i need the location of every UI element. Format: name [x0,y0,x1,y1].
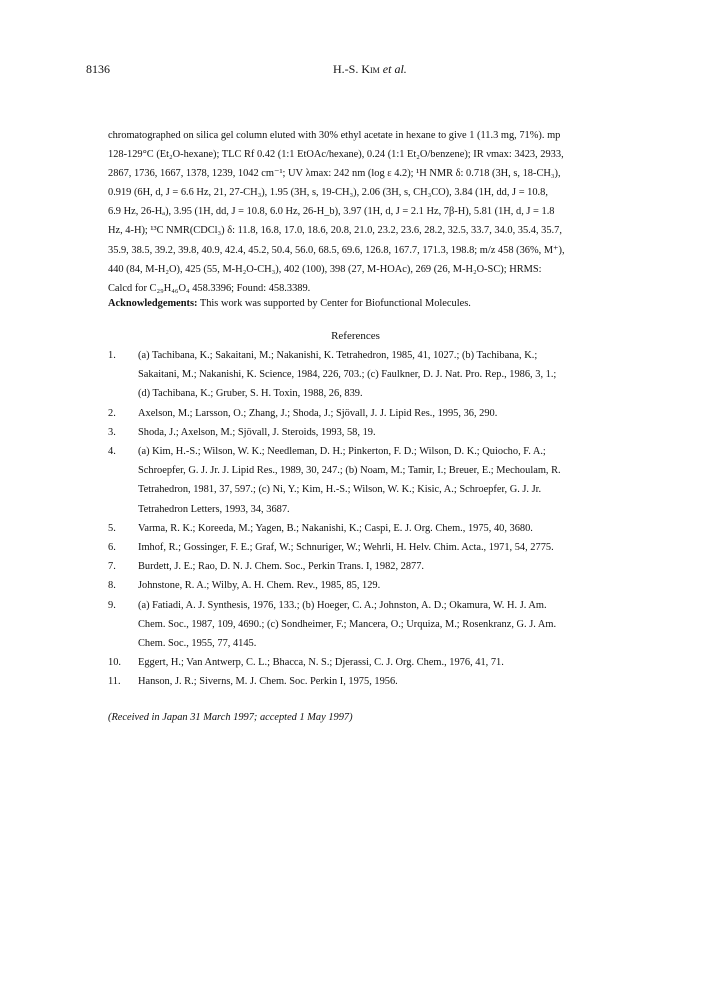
acknowledgements [108,296,644,312]
reference-item [108,346,648,404]
reference-number: 8. [108,580,116,592]
reference-item [108,672,648,691]
reference-item [108,653,648,672]
reference-text: (a) Kim, H.-S.; Wilson, W. K.; Needleman, D. H.; Pinkerton, F. D.; Wilson, D. K.; Quiocho, F. A.; Schroepfer, G. J. Jr. J. Lipid Res., 1989, 30, 247.; (b) Noam, M.; Tamir, I.; Breuer, E.; Mechoulam, R. Tetrahedron, 1981, 37, 597.; (c) Ni, Y.; Kim, H.-S.; Wilson, W. K.; Kisic, A.; Schroepfer, G. J. Jr. Tetrahedron Letters, 1993, 34, 3687. [138,446,561,515]
reference-text: Varma, R. K.; Koreeda, M.; Yagen, B.; Nakanishi, K.; Caspi, E. J. Org. Chem., 1975, 40, 3680. [138,522,533,534]
running-head-author: H.-S. Kim [333,62,380,76]
reference-item [108,557,648,576]
reference-number: 6. [108,542,116,554]
reference-item [108,519,648,538]
reference-text: Hanson, J. R.; Siverns, M. J. Chem. Soc. Perkin I, 1975, 1956. [138,676,398,688]
reference-text: (a) Tachibana, K.; Sakaitani, M.; Nakanishi, K. Tetrahedron, 1985, 41, 1027.; (b) Tachibana, K.; Sakaitani, M.; Nakanishi, K. Science, 1984, 226, 703.; (c) Faulkner, D. J. Nat. Pro. Rep., 1986, 3, 1.; (d) Tachibana, K.; Gruber, S. H. Toxin, 1988, 26, 839. [138,350,557,400]
references-list [108,346,648,692]
page-number: 8136 [86,62,110,76]
reference-item [108,538,648,557]
reference-item [108,404,648,423]
acknowledgements-label: Acknowledgements: [108,298,198,309]
experimental-paragraph: chromatographed on silica gel column eluted with 30% ethyl acetate in hexane to give 1 (11.3 mg, 71%). mp 128-129°C (Et₂O-hexane); TLC Rf 0.42 (1:1 EtOAc/hexane), 0.24 (1:1 Et₂O/benzene); IR νmax: 3423, 2933, 2867, 1736, 1667, 1378, 1239, 1042 cm⁻¹; UV λmax: 242 nm (log ε 4.2); ¹H NMR δ: 0.718 (3H, s, 18-CH₃), 0.919 (6H, d, J = 6.6 Hz, 21, 27-CH₃), 1.95 (3H, s, 19-CH₃), 2.06 (3H, s, CH₃CO), 3.84 (1H, dd, J = 10.8, 6.9 Hz, 26-Hₐ), 3.95 (1H, dd, J = 10.8, 6.0 Hz, 26-H_b), 3.97 (1H, d, J = 2.1 Hz, 7β-H), 5.81 (1H, d, J = 1.8 Hz, 4-H); ¹³C NMR(CDCl₃) δ: 11.8, 16.8, 17.0, 18.6, 20.8, 21.0, 23.2, 23.6, 28.2, 32.5, 33.7, 34.0, 35.4, 35.7, 35.9, 38.5, 39.2, 39.8, 40.9, 42.4, 45.2, 50.4, 56.0, 68.5, 69.6, 126.8, 167.7, 171.3, 198.8; m/z 458 (36%, M⁺), 440 (84, M-H₂O), 425 (55, M-H₂O-CH₃), 402 (100), 398 (27, M-HOAc), 269 (26, M-H₂O-SC); HRMS: Calcd for C₂₉H₄₆O₄ 458.3396; Found: 458.3389. [108,130,565,294]
running-head [333,62,407,77]
reference-number: 1. [108,350,116,361]
reference-number: 4. [108,446,116,458]
running-head-suffix: et al. [379,62,407,76]
reference-text: Axelson, M.; Larsson, O.; Zhang, J.; Shoda, J.; Sjövall, J. J. Lipid Res., 1995, 36, 290. [138,407,498,419]
reference-number: 3. [108,426,116,438]
reference-number: 5. [108,522,116,534]
reference-number: 7. [108,561,116,573]
reference-text: Imhof, R.; Gossinger, F. E.; Graf, W.; Schnuriger, W.; Wehrli, H. Helv. Chim. Acta., 1971, 54, 2775. [138,542,554,554]
reference-text: Johnstone, R. A.; Wilby, A. H. Chem. Rev., 1985, 85, 129. [138,580,381,592]
reference-number: 11. [108,676,121,688]
references-heading: References [331,330,380,342]
reference-item [108,423,648,442]
reference-number: 2. [108,407,116,419]
reference-text: Eggert, H.; Van Antwerp, C. L.; Bhacca, N. S.; Djerassi, C. J. Org. Chem., 1976, 41, 71. [138,657,504,669]
reference-text: Shoda, J.; Axelson, M.; Sjövall, J. Steroids, 1993, 58, 19. [138,426,376,438]
reference-item [108,576,648,595]
reference-item [108,442,648,519]
acknowledgements-text: This work was supported by Center for Biofunctional Molecules. [197,298,471,309]
reference-number: 9. [108,599,116,611]
reference-number: 10. [108,657,121,669]
reference-item [108,596,648,654]
received-date-note: (Received in Japan 31 March 1997; accepted 1 May 1997) [108,712,353,723]
reference-text: (a) Fatiadi, A. J. Synthesis, 1976, 133.; (b) Hoeger, C. A.; Johnston, A. D.; Okamura, W. H. J. Am. Chem. Soc., 1987, 109, 4690.; (c) Sondheimer, F.; Mancera, O.; Urquiza, M.; Rosenkranz, G. J. Am. Chem. Soc., 1955, 77, 4145. [138,599,557,650]
reference-text: Burdett, J. E.; Rao, D. N. J. Chem. Soc., Perkin Trans. I, 1982, 2877. [138,561,425,573]
